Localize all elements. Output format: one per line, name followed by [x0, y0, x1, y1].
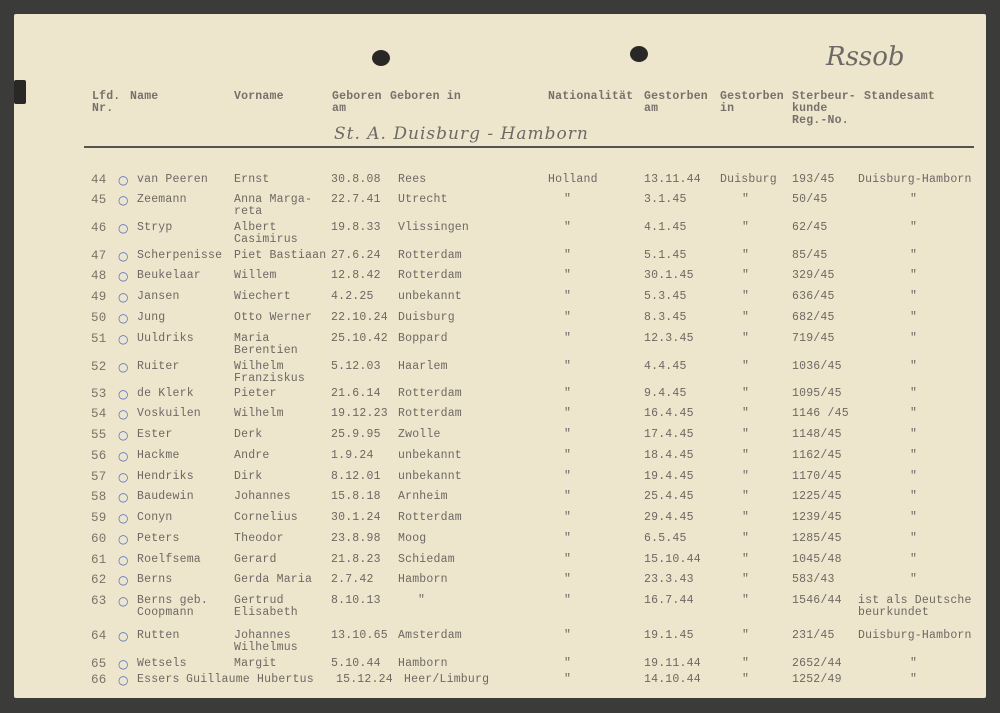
- header-geboren-in: Geboren in: [390, 90, 462, 103]
- row-number: 55: [91, 428, 107, 442]
- geboren-am-cell: 13.10.65: [331, 629, 388, 642]
- geboren-in-cell: Hamborn: [398, 657, 448, 670]
- gestorben-in-cell: ": [742, 673, 750, 686]
- gestorben-am-cell: 3.1.45: [644, 193, 687, 206]
- gestorben-in-cell: ": [742, 193, 750, 206]
- gestorben-am-cell: 6.5.45: [644, 532, 687, 545]
- standesamt-cell: ": [910, 511, 918, 524]
- row-number: 45: [91, 193, 107, 207]
- nationalitaet-cell: Holland: [548, 173, 598, 186]
- nationalitaet-cell: ": [564, 511, 572, 524]
- nationalitaet-cell: ": [564, 332, 572, 345]
- standesamt-cell: ": [910, 290, 918, 303]
- nationalitaet-cell: ": [564, 428, 572, 441]
- name-cell: Conyn: [137, 511, 173, 524]
- geboren-am-cell: 21.8.23: [331, 553, 381, 566]
- gestorben-am-cell: 16.7.44: [644, 594, 694, 607]
- nationalitaet-cell: ": [564, 490, 572, 503]
- gestorben-in-cell: Duisburg: [720, 173, 777, 186]
- nationalitaet-cell: ": [564, 360, 572, 373]
- geboren-am-cell: 23.8.98: [331, 532, 381, 545]
- name-cell: Berns: [137, 573, 173, 586]
- blue-check-circle-icon: ○: [118, 428, 129, 442]
- row-number: 65: [91, 657, 107, 671]
- gestorben-am-cell: 17.4.45: [644, 428, 694, 441]
- geboren-am-cell: 8.10.13: [331, 594, 381, 607]
- gestorben-am-cell: 30.1.45: [644, 269, 694, 282]
- geboren-in-cell: Duisburg: [398, 311, 455, 324]
- name-cell: Stryp: [137, 221, 173, 234]
- sterbeurkunde-cell: 231/45: [792, 629, 835, 642]
- gestorben-am-cell: 13.11.44: [644, 173, 701, 186]
- nationalitaet-cell: ": [564, 311, 572, 324]
- blue-check-circle-icon: ○: [118, 387, 129, 401]
- name-cell: Roelfsema: [137, 553, 201, 566]
- geboren-in-cell: Vlissingen: [398, 221, 470, 234]
- blue-check-circle-icon: ○: [118, 311, 129, 325]
- blue-check-circle-icon: ○: [118, 657, 129, 671]
- blue-check-circle-icon: ○: [118, 449, 129, 463]
- vorname-cell: Derk: [234, 428, 263, 441]
- blue-check-circle-icon: ○: [118, 594, 129, 608]
- blue-check-circle-icon: ○: [118, 407, 129, 421]
- geboren-am-cell: 19.8.33: [331, 221, 381, 234]
- geboren-in-cell: Rees: [398, 173, 427, 186]
- gestorben-in-cell: ": [742, 553, 750, 566]
- gestorben-am-cell: 23.3.43: [644, 573, 694, 586]
- blue-check-circle-icon: ○: [118, 332, 129, 346]
- blue-check-circle-icon: ○: [118, 629, 129, 643]
- row-number: 50: [91, 311, 107, 325]
- blue-check-circle-icon: ○: [118, 173, 129, 187]
- nationalitaet-cell: ": [564, 193, 572, 206]
- punch-hole: [630, 46, 648, 62]
- gestorben-in-cell: ": [742, 249, 750, 262]
- sterbeurkunde-cell: 1285/45: [792, 532, 842, 545]
- name-cell: van Peeren: [137, 173, 209, 186]
- handwritten-subtitle: St. A. Duisburg - Hamborn: [334, 124, 589, 144]
- vorname-cell: Johannes: [234, 490, 291, 503]
- geboren-am-cell: 5.10.44: [331, 657, 381, 670]
- blue-check-circle-icon: ○: [118, 269, 129, 283]
- name-cell: Ester: [137, 428, 173, 441]
- sterbeurkunde-cell: 682/45: [792, 311, 835, 324]
- gestorben-in-cell: ": [742, 269, 750, 282]
- name-cell: Ruiter: [137, 360, 180, 373]
- vorname-cell: Wiechert: [234, 290, 291, 303]
- standesamt-cell: ": [910, 657, 918, 670]
- geboren-in-cell: unbekannt: [398, 449, 462, 462]
- header-divider: [84, 146, 974, 148]
- nationalitaet-cell: ": [564, 449, 572, 462]
- sterbeurkunde-cell: 1225/45: [792, 490, 842, 503]
- gestorben-am-cell: 15.10.44: [644, 553, 701, 566]
- gestorben-am-cell: 8.3.45: [644, 311, 687, 324]
- geboren-am-cell: 12.8.42: [331, 269, 381, 282]
- blue-check-circle-icon: ○: [118, 673, 129, 687]
- geboren-am-cell: 22.10.24: [331, 311, 388, 324]
- geboren-am-cell: 22.7.41: [331, 193, 381, 206]
- name-cell: Wetsels: [137, 657, 187, 670]
- row-number: 48: [91, 269, 107, 283]
- vorname-cell: Gerard: [234, 553, 277, 566]
- geboren-in-cell: unbekannt: [398, 470, 462, 483]
- vorname-cell: Gertrud Elisabeth: [234, 594, 298, 619]
- standesamt-cell: ": [910, 573, 918, 586]
- sterbeurkunde-cell: 85/45: [792, 249, 828, 262]
- standesamt-cell: ": [910, 360, 918, 373]
- gestorben-in-cell: ": [742, 511, 750, 524]
- blue-check-circle-icon: ○: [118, 193, 129, 207]
- blue-check-circle-icon: ○: [118, 511, 129, 525]
- row-number: 63: [91, 594, 107, 608]
- vorname-cell: Wilhelm: [234, 407, 284, 420]
- gestorben-in-cell: ": [742, 387, 750, 400]
- standesamt-cell: ": [910, 532, 918, 545]
- row-number: 66: [91, 673, 107, 687]
- header-nr: Lfd. Nr.: [92, 90, 121, 115]
- gestorben-am-cell: 4.1.45: [644, 221, 687, 234]
- name-cell: Zeemann: [137, 193, 187, 206]
- row-number: 62: [91, 573, 107, 587]
- row-number: 60: [91, 532, 107, 546]
- geboren-am-cell: 19.12.23: [331, 407, 388, 420]
- sterbeurkunde-cell: 1148/45: [792, 428, 842, 441]
- standesamt-cell: ": [910, 673, 918, 686]
- geboren-am-cell: 5.12.03: [331, 360, 381, 373]
- nationalitaet-cell: ": [564, 573, 572, 586]
- geboren-in-cell: Moog: [398, 532, 427, 545]
- row-number: 59: [91, 511, 107, 525]
- nationalitaet-cell: ": [564, 269, 572, 282]
- blue-check-circle-icon: ○: [118, 490, 129, 504]
- standesamt-cell: ": [910, 311, 918, 324]
- header-nationalitaet: Nationalität: [548, 90, 634, 103]
- nationalitaet-cell: ": [564, 532, 572, 545]
- sterbeurkunde-cell: 719/45: [792, 332, 835, 345]
- name-cell: Hendriks: [137, 470, 194, 483]
- name-cell: Uuldriks: [137, 332, 194, 345]
- row-number: 54: [91, 407, 107, 421]
- geboren-am-cell: 15.8.18: [331, 490, 381, 503]
- gestorben-am-cell: 4.4.45: [644, 360, 687, 373]
- row-number: 61: [91, 553, 107, 567]
- geboren-am-cell: 1.9.24: [331, 449, 374, 462]
- row-number: 51: [91, 332, 107, 346]
- gestorben-am-cell: 5.1.45: [644, 249, 687, 262]
- vorname-cell: Theodor: [234, 532, 284, 545]
- standesamt-cell: Duisburg-Hamborn: [858, 629, 972, 642]
- geboren-in-cell: Schiedam: [398, 553, 455, 566]
- gestorben-am-cell: 12.3.45: [644, 332, 694, 345]
- vorname-cell: Gerda Maria: [234, 573, 313, 586]
- row-number: 49: [91, 290, 107, 304]
- name-cell: Beukelaar: [137, 269, 201, 282]
- gestorben-in-cell: ": [742, 470, 750, 483]
- geboren-am-cell: 25.10.42: [331, 332, 388, 345]
- geboren-in-cell: Rotterdam: [398, 511, 462, 524]
- blue-check-circle-icon: ○: [118, 470, 129, 484]
- vorname-cell: Anna Marga- reta: [234, 193, 313, 218]
- standesamt-cell: ": [910, 221, 918, 234]
- geboren-in-cell: Rotterdam: [398, 387, 462, 400]
- sterbeurkunde-cell: 1095/45: [792, 387, 842, 400]
- vorname-cell: Willem: [234, 269, 277, 282]
- sterbeurkunde-cell: 193/45: [792, 173, 835, 186]
- name-cell: Scherpenisse: [137, 249, 223, 262]
- nationalitaet-cell: ": [564, 290, 572, 303]
- row-number: 44: [91, 173, 107, 187]
- sterbeurkunde-cell: 1239/45: [792, 511, 842, 524]
- name-cell: Rutten: [137, 629, 180, 642]
- geboren-in-cell: Heer/Limburg: [404, 673, 490, 686]
- name-cell: Berns geb. Coopmann: [137, 594, 209, 619]
- gestorben-in-cell: ": [742, 490, 750, 503]
- standesamt-cell: ": [910, 332, 918, 345]
- row-number: 57: [91, 470, 107, 484]
- name-cell: Peters: [137, 532, 180, 545]
- punch-hole: [372, 50, 390, 66]
- blue-check-circle-icon: ○: [118, 290, 129, 304]
- blue-check-circle-icon: ○: [118, 221, 129, 235]
- gestorben-in-cell: ": [742, 332, 750, 345]
- header-sterbeurkunde: Sterbeur- kunde Reg.-No.: [792, 90, 856, 127]
- sterbeurkunde-cell: 583/43: [792, 573, 835, 586]
- geboren-in-cell: Boppard: [398, 332, 448, 345]
- standesamt-cell: ": [910, 407, 918, 420]
- geboren-am-cell: 4.2.25: [331, 290, 374, 303]
- name-cell: Essers: [137, 673, 180, 686]
- name-cell: Voskuilen: [137, 407, 201, 420]
- nationalitaet-cell: ": [564, 594, 572, 607]
- gestorben-in-cell: ": [742, 360, 750, 373]
- gestorben-in-cell: ": [742, 311, 750, 324]
- vorname-cell: Cornelius: [234, 511, 298, 524]
- geboren-in-cell: Rotterdam: [398, 249, 462, 262]
- geboren-am-cell: 8.12.01: [331, 470, 381, 483]
- gestorben-am-cell: 19.11.44: [644, 657, 701, 670]
- geboren-am-cell: 15.12.24: [336, 673, 393, 686]
- vorname-cell: Piet Bastiaan: [234, 249, 327, 262]
- standesamt-cell: ist als Deutsche beurkundet: [858, 594, 972, 619]
- handwritten-annotation: Rssob: [826, 42, 905, 72]
- sterbeurkunde-cell: 1170/45: [792, 470, 842, 483]
- sterbeurkunde-cell: 2652/44: [792, 657, 842, 670]
- gestorben-in-cell: ": [742, 594, 750, 607]
- standesamt-cell: ": [910, 490, 918, 503]
- standesamt-cell: ": [910, 428, 918, 441]
- gestorben-am-cell: 19.4.45: [644, 470, 694, 483]
- gestorben-in-cell: ": [742, 407, 750, 420]
- vorname-cell: Johannes Wilhelmus: [234, 629, 298, 654]
- gestorben-am-cell: 5.3.45: [644, 290, 687, 303]
- name-cell: Hackme: [137, 449, 180, 462]
- standesamt-cell: ": [910, 387, 918, 400]
- geboren-in-cell: Rotterdam: [398, 407, 462, 420]
- geboren-in-cell: Hamborn: [398, 573, 448, 586]
- sterbeurkunde-cell: 1546/44: [792, 594, 842, 607]
- standesamt-cell: Duisburg-Hamborn: [858, 173, 972, 186]
- geboren-am-cell: 21.6.14: [331, 387, 381, 400]
- nationalitaet-cell: ": [564, 387, 572, 400]
- header-vorname: Vorname: [234, 90, 284, 103]
- paper-tear: [14, 80, 26, 104]
- header-standesamt: Standesamt: [864, 90, 936, 103]
- name-cell: de Klerk: [137, 387, 194, 400]
- row-number: 52: [91, 360, 107, 374]
- geboren-in-cell: Haarlem: [398, 360, 448, 373]
- blue-check-circle-icon: ○: [118, 553, 129, 567]
- row-number: 47: [91, 249, 107, 263]
- name-cell: Jansen: [137, 290, 180, 303]
- standesamt-cell: ": [910, 269, 918, 282]
- geboren-in-cell: Rotterdam: [398, 269, 462, 282]
- vorname-cell: Dirk: [234, 470, 263, 483]
- vorname-cell: Otto Werner: [234, 311, 313, 324]
- vorname-cell: Margit: [234, 657, 277, 670]
- geboren-in-cell: ": [418, 594, 426, 607]
- geboren-am-cell: 30.8.08: [331, 173, 381, 186]
- standesamt-cell: ": [910, 470, 918, 483]
- sterbeurkunde-cell: 636/45: [792, 290, 835, 303]
- nationalitaet-cell: ": [564, 553, 572, 566]
- geboren-in-cell: Zwolle: [398, 428, 441, 441]
- gestorben-am-cell: 19.1.45: [644, 629, 694, 642]
- blue-check-circle-icon: ○: [118, 360, 129, 374]
- gestorben-in-cell: ": [742, 657, 750, 670]
- geboren-am-cell: 2.7.42: [331, 573, 374, 586]
- gestorben-in-cell: ": [742, 629, 750, 642]
- geboren-am-cell: 27.6.24: [331, 249, 381, 262]
- nationalitaet-cell: ": [564, 629, 572, 642]
- nationalitaet-cell: ": [564, 221, 572, 234]
- sterbeurkunde-cell: 1162/45: [792, 449, 842, 462]
- row-number: 46: [91, 221, 107, 235]
- standesamt-cell: ": [910, 193, 918, 206]
- geboren-in-cell: Arnheim: [398, 490, 448, 503]
- header-gestorben-in: Gestorben in: [720, 90, 784, 115]
- vorname-cell: Pieter: [234, 387, 277, 400]
- geboren-am-cell: 30.1.24: [331, 511, 381, 524]
- nationalitaet-cell: ": [564, 470, 572, 483]
- vorname-cell: Guillaume Hubertus: [186, 673, 314, 686]
- sterbeurkunde-cell: 329/45: [792, 269, 835, 282]
- blue-check-circle-icon: ○: [118, 249, 129, 263]
- sterbeurkunde-cell: 62/45: [792, 221, 828, 234]
- gestorben-in-cell: ": [742, 532, 750, 545]
- standesamt-cell: ": [910, 449, 918, 462]
- gestorben-am-cell: 18.4.45: [644, 449, 694, 462]
- sterbeurkunde-cell: 50/45: [792, 193, 828, 206]
- geboren-in-cell: Utrecht: [398, 193, 448, 206]
- vorname-cell: Ernst: [234, 173, 270, 186]
- vorname-cell: Maria Berentien: [234, 332, 298, 357]
- sterbeurkunde-cell: 1036/45: [792, 360, 842, 373]
- standesamt-cell: ": [910, 249, 918, 262]
- gestorben-in-cell: ": [742, 428, 750, 441]
- nationalitaet-cell: ": [564, 673, 572, 686]
- nationalitaet-cell: ": [564, 407, 572, 420]
- vorname-cell: Albert Casimirus: [234, 221, 298, 246]
- sterbeurkunde-cell: 1045/48: [792, 553, 842, 566]
- row-number: 64: [91, 629, 107, 643]
- name-cell: Jung: [137, 311, 166, 324]
- gestorben-am-cell: 29.4.45: [644, 511, 694, 524]
- standesamt-cell: ": [910, 553, 918, 566]
- gestorben-am-cell: 9.4.45: [644, 387, 687, 400]
- gestorben-am-cell: 14.10.44: [644, 673, 701, 686]
- nationalitaet-cell: ": [564, 249, 572, 262]
- vorname-cell: Andre: [234, 449, 270, 462]
- row-number: 56: [91, 449, 107, 463]
- geboren-am-cell: 25.9.95: [331, 428, 381, 441]
- blue-check-circle-icon: ○: [118, 573, 129, 587]
- gestorben-in-cell: ": [742, 573, 750, 586]
- geboren-in-cell: Amsterdam: [398, 629, 462, 642]
- sterbeurkunde-cell: 1252/49: [792, 673, 842, 686]
- nationalitaet-cell: ": [564, 657, 572, 670]
- sterbeurkunde-cell: 1146 /45: [792, 407, 849, 420]
- row-number: 58: [91, 490, 107, 504]
- blue-check-circle-icon: ○: [118, 532, 129, 546]
- gestorben-in-cell: ": [742, 449, 750, 462]
- header-name: Name: [130, 90, 159, 103]
- name-cell: Baudewin: [137, 490, 194, 503]
- header-geboren-am: Geboren am: [332, 90, 382, 115]
- row-number: 53: [91, 387, 107, 401]
- vorname-cell: Wilhelm Franziskus: [234, 360, 306, 385]
- gestorben-in-cell: ": [742, 290, 750, 303]
- gestorben-in-cell: ": [742, 221, 750, 234]
- gestorben-am-cell: 16.4.45: [644, 407, 694, 420]
- geboren-in-cell: unbekannt: [398, 290, 462, 303]
- header-gestorben-am: Gestorben am: [644, 90, 708, 115]
- gestorben-am-cell: 25.4.45: [644, 490, 694, 503]
